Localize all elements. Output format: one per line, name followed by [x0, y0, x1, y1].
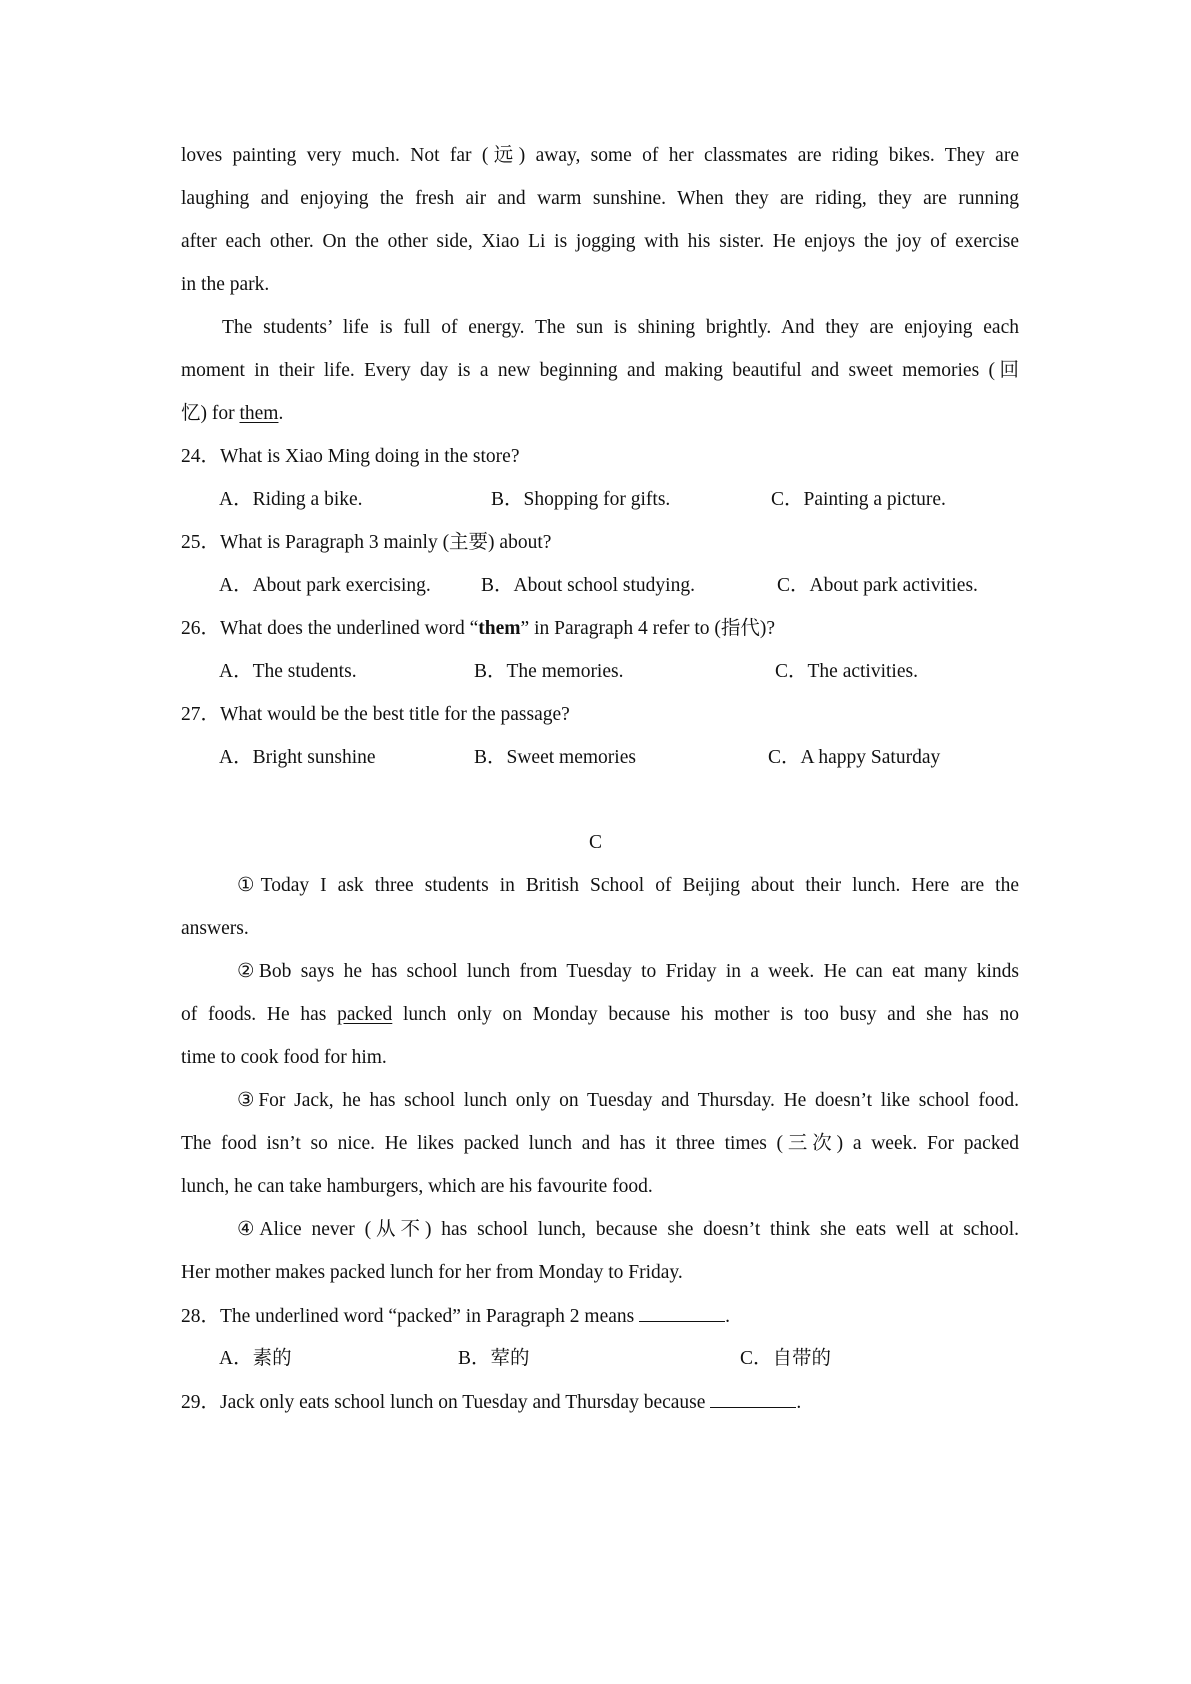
passage-paragraph-4-line-2: moment in their life. Every day is a new beginning and making beautiful and sweet memories (回 [181, 360, 1019, 381]
section-c-p2-line-1: ②Bob says he has school lunch from Tuesday to Friday in a week. He can eat many kinds [237, 961, 1019, 982]
answer-blank [639, 1304, 725, 1322]
question-28-option-c: C．自带的 [740, 1348, 832, 1369]
section-c-heading: C [588, 832, 602, 853]
passage-line-3: after each other. On the other side, Xiao Li is jogging with his sister. He enjoys the joy of exercise [181, 231, 1019, 252]
question-24-option-a: A．Riding a bike. [219, 489, 363, 510]
question-25-option-c: C．About park activities. [777, 575, 978, 596]
line-end: . [278, 403, 284, 424]
question-26-option-b: B．The memories. [474, 661, 624, 682]
question-24-stem: 24．What is Xiao Ming doing in the store? [181, 446, 520, 467]
stem-start: 26．What does the underlined word “ [181, 618, 479, 639]
section-c-p1-line-1: ①Today I ask three students in British School of Beijing about their lunch. Here are the [237, 875, 1019, 896]
question-25-option-b: B．About school studying. [481, 575, 695, 596]
section-c-p1-line-2: answers. [181, 918, 249, 939]
passage-line-4: in the park. [181, 274, 270, 295]
question-27-stem: 27．What would be the best title for the passage? [181, 704, 570, 725]
line-end: lunch only on Monday because his mother is too busy and she has no [392, 1004, 1019, 1025]
line-start: of foods. He has [181, 1004, 338, 1025]
question-27-option-c: C．A happy Saturday [768, 747, 941, 768]
line-start: 忆) for [181, 403, 240, 424]
bold-word-them: them [478, 618, 521, 639]
section-c-p3-line-3: lunch, he can take hamburgers, which are his favourite food. [181, 1176, 653, 1197]
question-26-option-c: C．The activities. [775, 661, 918, 682]
passage-line-1: loves painting very much. Not far (远) away, some of her classmates are riding bikes. They are [181, 145, 1019, 166]
underlined-word-packed: packed [337, 1004, 393, 1025]
section-c-p2-line-3: time to cook food for him. [181, 1047, 387, 1068]
passage-line-2: laughing and enjoying the fresh air and warm sunshine. When they are riding, they are running [181, 188, 1019, 209]
section-c-p3-line-1: ③For Jack, he has school lunch only on Tuesday and Thursday. He doesn’t like school food. [237, 1090, 1019, 1111]
answer-blank [710, 1390, 796, 1408]
section-c-p2-line-2 [181, 1003, 1019, 1027]
stem-start: 28．The underlined word “packed” in Paragraph 2 means [181, 1306, 640, 1327]
question-24-option-c: C．Painting a picture. [771, 489, 946, 510]
underlined-word-them: them [239, 403, 279, 424]
passage-paragraph-4-line-3 [181, 402, 283, 426]
stem-end: . [796, 1392, 802, 1413]
stem-end: ” in Paragraph 4 refer to (指代)? [520, 618, 776, 639]
question-24-option-b: B．Shopping for gifts. [491, 489, 671, 510]
question-29-stem [181, 1390, 801, 1415]
section-c-p4-line-2: Her mother makes packed lunch for her from Monday to Friday. [181, 1262, 683, 1283]
passage-paragraph-4-line-1: The students’ life is full of energy. The sun is shining brightly. And they are enjoying each [222, 317, 1019, 338]
stem-start: 29．Jack only eats school lunch on Tuesday and Thursday because [181, 1392, 711, 1413]
question-27-option-b: B．Sweet memories [474, 747, 636, 768]
question-25-option-a: A．About park exercising. [219, 575, 431, 596]
question-27-option-a: A．Bright sunshine [219, 747, 376, 768]
question-28-option-b: B．荤的 [458, 1348, 530, 1369]
stem-end: . [725, 1306, 730, 1327]
question-25-stem: 25．What is Paragraph 3 mainly (主要) about? [181, 532, 552, 553]
question-26-option-a: A．The students. [219, 661, 357, 682]
section-c-p3-line-2: The food isn’t so nice. He likes packed lunch and has it three times (三次) a week. For packed [181, 1133, 1019, 1154]
question-26-stem [181, 617, 775, 641]
section-c-p4-line-1: ④Alice never (从不) has school lunch, because she doesn’t think she eats well at school. [237, 1219, 1019, 1240]
question-28-stem [181, 1304, 730, 1329]
question-28-option-a: A．素的 [219, 1348, 292, 1369]
